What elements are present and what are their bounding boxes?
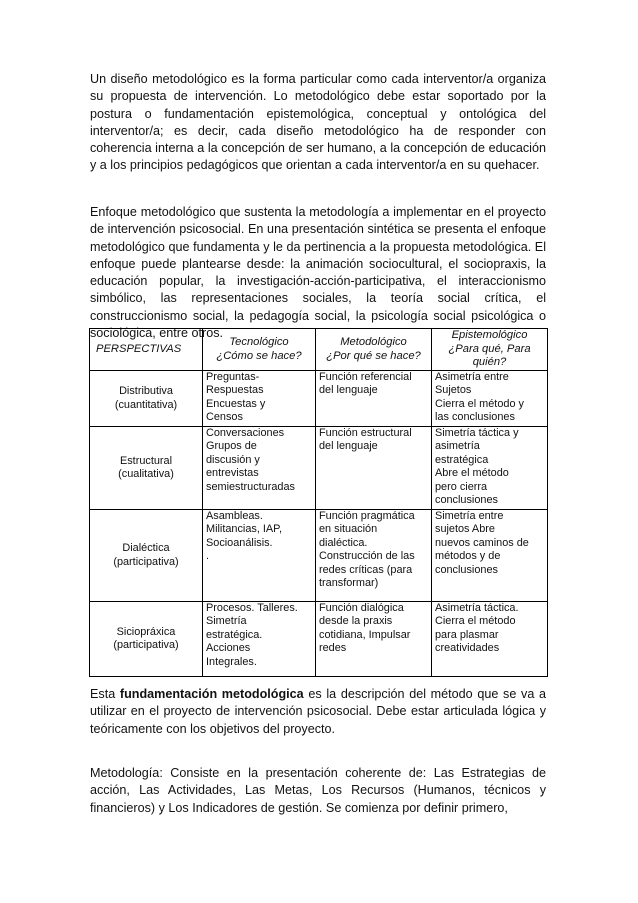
cell-line: Cierra el método y [435, 397, 524, 410]
cell-line: estratégica. [206, 628, 263, 641]
cell-line: asimetría [435, 440, 480, 453]
cell-line: (participativa) [113, 555, 179, 568]
perspective-cell [90, 427, 203, 510]
metodologico-cell [316, 427, 432, 510]
tecnologico-cell [203, 510, 316, 602]
p3-text-start: Esta [90, 687, 120, 701]
cell-line: del lenguaje [319, 384, 378, 397]
cell-line: Integrales. [206, 655, 257, 668]
paragraph-methodological-approach: Enfoque metodológico que sustenta la metodología a implementar en el proyecto de intervención psicosocial. En una presentación sintética se presenta el enfoque metodológico que fundamenta y le da pertinencia a la propuesta metodológica. El enfoque puede plantearse desde: la animación sociocultural, el sociopraxis, la educación popular, la investigación-acción-participativa, el interaccionismo simbólico, las representaciones sociales, la teoría social crítica, el construccionismo social, la pedagogía social, la psicología social psicológica o sociológica, entre otros. [90, 205, 546, 341]
perspective-cell [90, 602, 203, 677]
metodologico-cell [316, 602, 432, 677]
cell-line: Asimetría entre [435, 371, 509, 383]
cell-line: métodos y de [435, 550, 501, 563]
epistemologico-cell [432, 510, 548, 602]
paragraph-methodology: Metodología: Consiste en la presentación coherente de: Las Estrategias de acción, Las Actividades, Las Metas, Los Recursos (Humanos, técnicos y financieros) y Los Indicadores de gestión. Se comienza por definir primero, [90, 766, 546, 815]
cell-line: entrevistas [206, 467, 259, 480]
cell-line: Función pragmática [319, 510, 415, 522]
cell-line: Grupos de [206, 440, 257, 453]
header-line: ¿Para qué, Para [448, 342, 531, 355]
cell-line: en situación [319, 523, 378, 536]
cell-line: transformar) [319, 577, 379, 590]
cell-line: sujetos Abre [435, 523, 495, 536]
header-tecnologico [203, 329, 316, 371]
cell-line: semiestructuradas [206, 480, 295, 493]
cell-line: Encuestas y [206, 397, 266, 410]
epistemologico-cell [432, 602, 548, 677]
cell-line: desde la praxis [319, 615, 393, 628]
cell-line: del lenguaje [319, 440, 378, 453]
cell-line: Función dialógica [319, 602, 404, 614]
p3-bold-term: fundamentación metodológica [119, 687, 304, 701]
cell-line: Estructural [119, 454, 173, 467]
cell-line: Construcción de las [319, 550, 415, 563]
header-metodologico [316, 329, 432, 371]
cell-line: conclusiones [435, 563, 498, 576]
cell-line: . [206, 550, 210, 563]
paragraph-methodological-design: Un diseño metodológico es la forma particular como cada interventor/a organiza su propuesta de intervención. Lo metodológico debe estar soportado por la postura o fundamentación epistemológica, conceptual y ontológica del interventor/a; es decir, cada diseño metodológico ha de responder con coherencia interna a la concepción de ser humano, a la concepción de educación y a los principios pedagógicos que orientan a cada interventor/a en su quehacer. [90, 72, 546, 173]
tecnologico-cell [203, 371, 316, 427]
cell-line: conclusiones [435, 494, 498, 507]
perspective-cell [90, 371, 203, 427]
table-row [90, 427, 548, 510]
cell-line: Militancias, IAP, [206, 523, 283, 536]
header-line: Metodológico [340, 336, 407, 349]
table-row [90, 602, 548, 677]
header-epistemologico [432, 329, 548, 371]
perspectives-table [89, 328, 548, 677]
cell-line: Preguntas- [206, 371, 260, 383]
cell-line: (cualitativa) [118, 468, 174, 480]
cell-line: discusión y [206, 453, 260, 466]
cell-line: Simetría entre [435, 510, 504, 522]
cell-line: Acciones [206, 642, 251, 655]
perspective-cell [90, 510, 203, 602]
cell-line: (cuantitativa) [114, 398, 178, 411]
cell-line: Procesos. Talleres. [206, 602, 298, 614]
header-line: Epistemológico [451, 329, 528, 342]
table-row [90, 510, 548, 602]
cell-line: Conversaciones [206, 427, 285, 439]
cell-line: (participativa) [113, 639, 179, 651]
cell-line: Simetría táctica y [435, 427, 519, 439]
cell-line: Respuestas [206, 384, 264, 397]
cell-line: Función estructural [319, 427, 412, 439]
tecnologico-cell [203, 427, 316, 510]
table-row [90, 371, 548, 427]
header-perspectivas: PERSPECTIVAS [90, 329, 203, 371]
metodologico-cell [316, 510, 432, 602]
p3-text-end: es la descripción del método que se va a utilizar en el proyecto de intervención psicosocial. Debe estar articulada lógica y teóricamente con los objetivos del proyecto. [90, 687, 546, 736]
header-line: ¿Por qué se hace? [326, 349, 421, 362]
cell-line: Distributiva [119, 385, 173, 398]
tecnologico-cell [203, 602, 316, 677]
cell-line: Siciopráxica [116, 625, 176, 638]
cell-line: Cierra el método [435, 615, 516, 628]
cell-line: para plasmar [435, 628, 499, 641]
cell-line: redes críticas (para [319, 563, 413, 576]
cell-line: Dialéctica [122, 542, 170, 555]
cell-line: dialéctica. [319, 536, 368, 549]
cell-line: Socioanálisis. [206, 536, 273, 549]
header-line: quién? [472, 356, 507, 369]
header-line: Tecnológico [229, 336, 289, 349]
table-header-row [90, 329, 548, 371]
cell-line: estratégica [435, 453, 489, 466]
epistemologico-cell [432, 427, 548, 510]
cell-line: Asambleas. [206, 510, 263, 522]
epistemologico-cell [432, 371, 548, 427]
header-line: ¿Cómo se hace? [216, 349, 302, 362]
cell-line: Simetría [206, 615, 247, 628]
cell-line: Sujetos [435, 384, 472, 397]
cell-line: las conclusiones [435, 411, 515, 424]
paragraph-methodological-foundation [90, 686, 546, 738]
cell-line: Censos [206, 411, 243, 424]
metodologico-cell [316, 371, 432, 427]
cell-line: cotidiana, Impulsar [319, 628, 411, 641]
cell-line: Abre el método [435, 467, 509, 480]
cell-line: pero cierra [435, 480, 488, 493]
cell-line: Función referencial [319, 371, 412, 383]
cell-line: creatividades [435, 642, 500, 655]
cell-line: Asimetría táctica. [435, 602, 519, 614]
cell-line: redes [319, 642, 347, 655]
cell-line: nuevos caminos de [435, 536, 529, 549]
